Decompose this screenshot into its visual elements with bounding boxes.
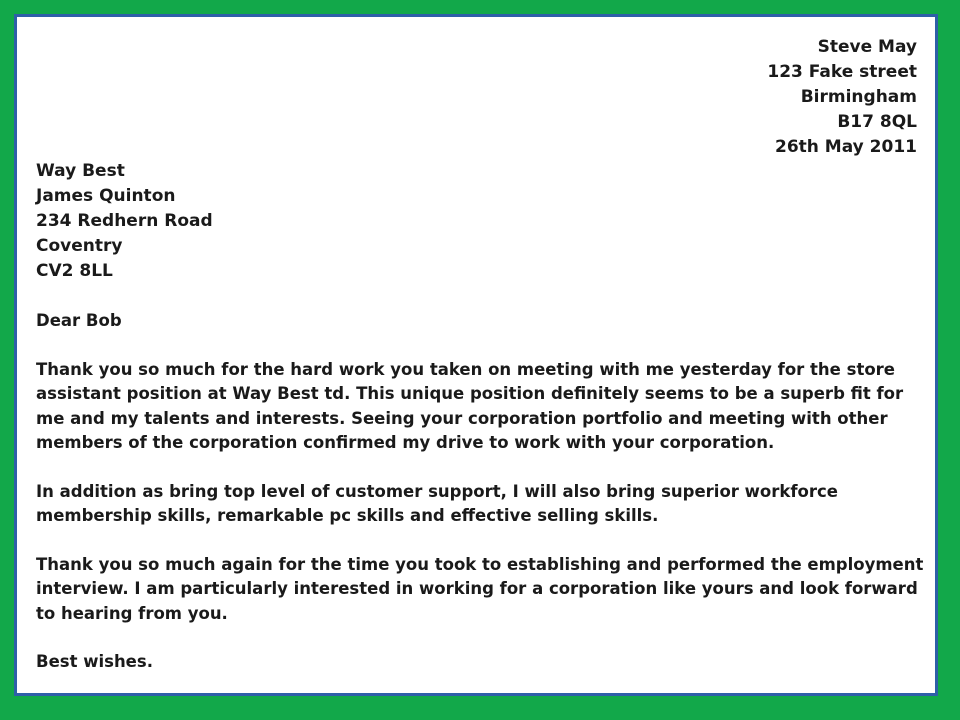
sender-address	[767, 35, 917, 160]
recipient-city: Coventry	[36, 236, 123, 256]
sender-name: Steve May	[817, 37, 917, 57]
letter-body	[36, 309, 926, 675]
recipient-name: James Quinton	[36, 186, 176, 206]
letter-paragraph-2: In addition as bring top level of customer support, I will also bring superior workforce membership skills, remarkable pc skills and effective selling skills.	[36, 481, 838, 525]
recipient-postcode: CV2 8LL	[36, 261, 113, 281]
letter-closing: Best wishes.	[36, 652, 153, 671]
letter-page	[14, 14, 938, 696]
sender-city: Birmingham	[800, 87, 917, 107]
recipient-street: 234 Redhern Road	[36, 211, 213, 231]
recipient-address	[36, 159, 213, 284]
letter-paragraph-3: Thank you so much again for the time you took to establishing and performed the employment interview. I am particularly interested in working for a corporation like yours and look forward to hearing from you.	[36, 554, 924, 623]
sender-street: 123 Fake street	[767, 62, 917, 82]
letter-paragraph-1: Thank you so much for the hard work you taken on meeting with me yesterday for the store assistant position at Way Best td. This unique position definitely seems to be a superb fit for me and my talents and interests. Seeing your corporation portfolio and meeting with other members of the corporation confirmed my drive to work with your corporation.	[36, 359, 904, 452]
sender-postcode: B17 8QL	[837, 112, 917, 132]
letter-date: 26th May 2011	[775, 137, 917, 157]
recipient-company: Way Best	[36, 161, 125, 181]
letter-greeting: Dear Bob	[36, 311, 122, 330]
